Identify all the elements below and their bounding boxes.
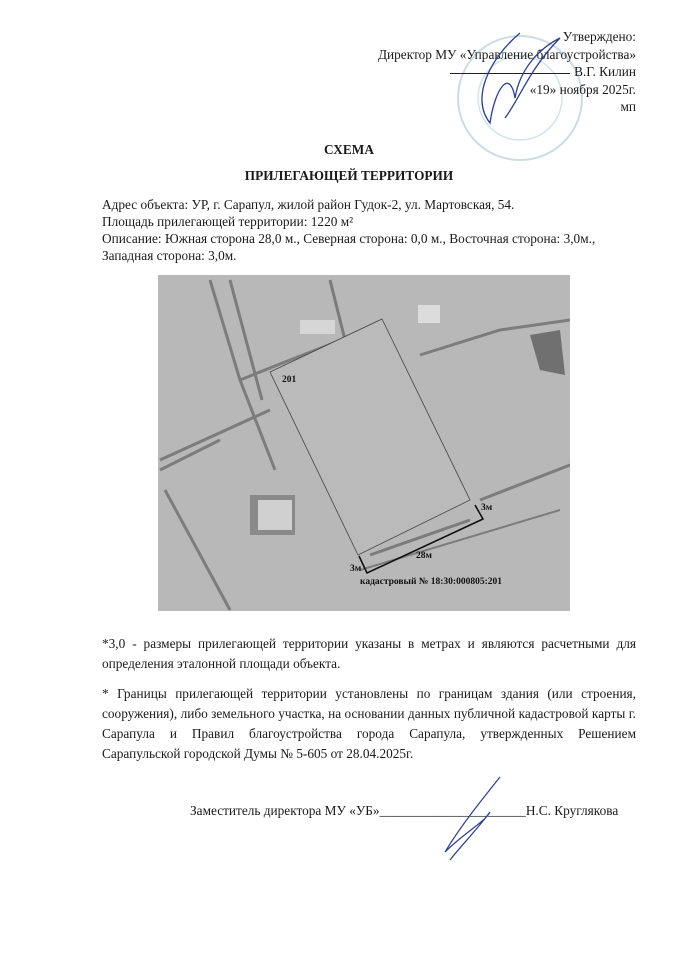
deputy-name: Н.С. Круглякова — [525, 803, 619, 818]
director-signature — [460, 28, 570, 128]
object-area: Площадь прилегающей территории: 1220 м² — [102, 214, 354, 229]
parcel-boundary — [270, 319, 470, 555]
seal-mark: мп — [620, 99, 636, 114]
signature-line — [190, 803, 618, 819]
parcel-number-label: 201 — [282, 375, 297, 385]
approval-title: Утверждено: — [562, 29, 636, 44]
cadastral-number-label: кадастровый № 18:30:000805:201 — [360, 577, 502, 587]
deputy-position: Заместитель директора МУ «УБ» — [190, 803, 380, 818]
approver-name: В.Г. Килин — [574, 64, 636, 79]
object-info — [102, 196, 636, 264]
heading-territory: ПРИЛЕГАЮЩЕЙ ТЕРРИТОРИИ — [244, 168, 454, 183]
deputy-signature — [430, 772, 510, 862]
object-address: Адрес объекта: УР, г. Сарапул, жилой район Гудок-2, ул. Мартовская, 54. — [102, 197, 515, 212]
west-side-label: 3м — [350, 564, 362, 574]
object-description: Описание: Южная сторона 28,0 м., Северная сторона: 0,0 м., Восточная сторона: 3,0м., Западная сторона: 3,0м. — [102, 231, 596, 263]
south-side-label: 28м — [416, 551, 432, 561]
approval-date: «19» ноября 2025г. — [529, 81, 636, 97]
east-side-label: 3м — [481, 503, 493, 513]
heading-scheme: СХЕМА — [324, 142, 374, 157]
note-boundaries: * Границы прилегающей территории установлены по границам здания (или строения, сооружения), либо земельного участка, на основании данных публичной кадастровой карты г. Сарапула и Правил благоустройства города Сарапула, утвержденных Решением Сарапульской городской Думы № 5-605 от 28.04.2025г. — [102, 686, 636, 761]
note-dimensions: *3,0 - размеры прилегающей территории указаны в метрах и являются расчетными для определения эталонной площади объекта. — [102, 636, 636, 671]
satellite-map — [158, 275, 570, 611]
signature-blank: ______________________ — [379, 803, 526, 818]
approval-position: Директор МУ «Управление благоустройства» — [377, 46, 636, 62]
